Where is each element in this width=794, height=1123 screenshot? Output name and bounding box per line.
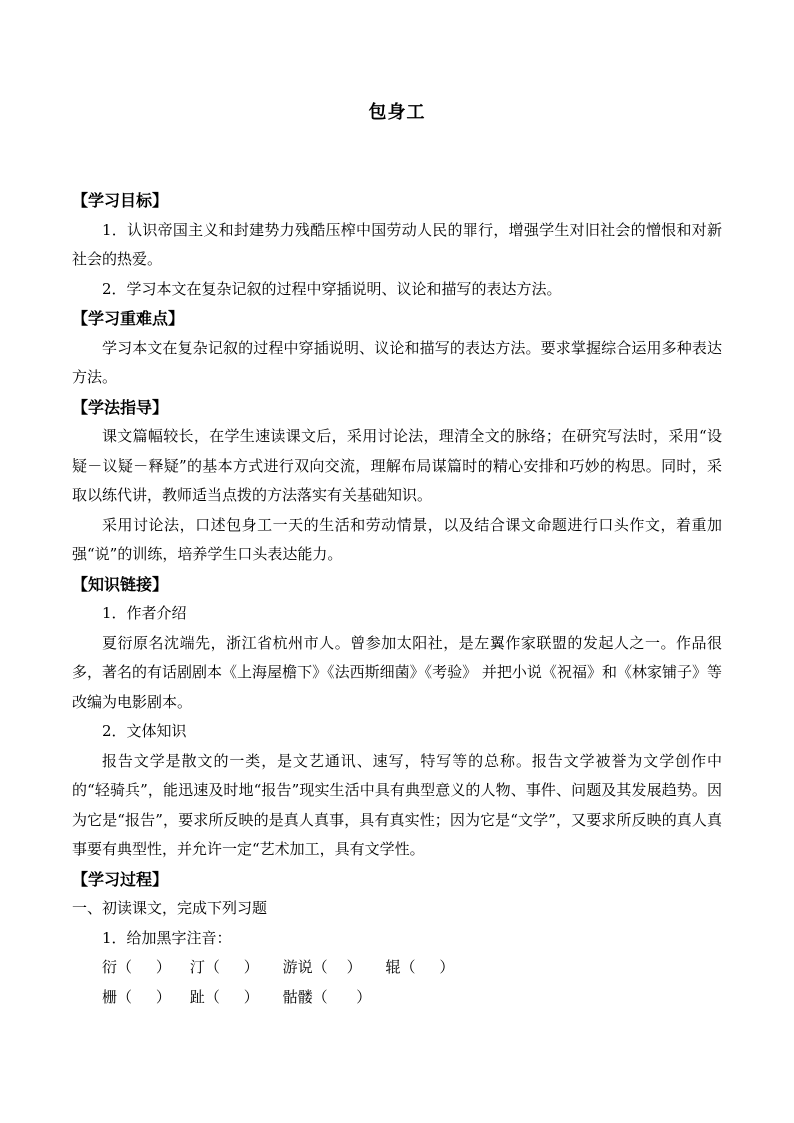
process-part-1: 一、初读课文，完成下列习题 — [72, 899, 268, 917]
focus-text: 学习本文在复杂记叙的过程中穿插说明、议论和描写的表达方法。要求掌握综合运用多种表达方法。 — [72, 338, 722, 386]
goal-item-1: 1．认识帝国主义和封建势力残酷压榨中国劳动人民的罪行，增强学生对旧社会的憎恨和对新社会的热爱。 — [72, 220, 722, 268]
phonetic-row-2: 栅（ ） 趾（ ） 骷髅（ ） — [102, 987, 372, 1006]
phonetic-row-1: 衍（ ） 汀（ ） 游说（ ） 辊（ ） — [102, 958, 455, 976]
knowledge-subheading-genre: 2．文体知识 — [102, 722, 187, 740]
goal-item-2: 2．学习本文在复杂记叙的过程中穿插说明、议论和描写的表达方法。 — [102, 279, 562, 298]
document-title: 包身工 — [368, 102, 426, 123]
genre-knowledge: 报告文学是散文的一类，是文艺通讯、速写，特写等的总称。报告文学被誉为文学创作中的“轻骑兵”，能迅速及时地“报告”现实生活中具有典型意义的人物、事件、问题及其发展趋势。因为它是“报告”，要求所反映的是真人真事，具有真实性；因为它是“文学”，又要求所反映的真人真事要有典型性，并允许一定“艺术加工，具有文学性。 — [72, 751, 722, 858]
author-introduction: 夏衍原名沈端先，浙江省杭州市人。曾参加太阳社，是左翼作家联盟的发起人之一。作品很多，著名的有话剧剧本《上海屋檐下》《法西斯细菌》《考验》 并把小说《祝福》和《林家铺子》等改编为电影剧本。 — [72, 633, 722, 711]
section-heading-knowledge: 【知识链接】 — [72, 574, 169, 594]
section-heading-process: 【学习过程】 — [72, 869, 169, 889]
document-body — [72, 186, 722, 1012]
question-1: 1．给加黑字注音： — [102, 928, 232, 947]
section-heading-goals: 【学习目标】 — [72, 191, 169, 210]
section-heading-focus: 【学习重难点】 — [72, 309, 185, 328]
section-heading-method: 【学法指导】 — [72, 397, 169, 417]
method-paragraph-1: 课文篇幅较长，在学生速读课文后，采用讨论法，理清全文的脉络；在研究写法时，采用“设疑－议疑－释疑”的基本方式进行双向交流，理解布局谋篇时的精心安排和巧妙的构思。同时，采取以练代讲，教师适当点拨的方法落实有关基础知识。 — [72, 427, 722, 504]
knowledge-subheading-author: 1．作者介绍 — [102, 604, 187, 622]
method-paragraph-2: 采用讨论法，口述包身工一天的生活和劳动情景，以及结合课文命题进行口头作文，着重加强“说”的训练，培养学生口头表达能力。 — [72, 515, 722, 563]
